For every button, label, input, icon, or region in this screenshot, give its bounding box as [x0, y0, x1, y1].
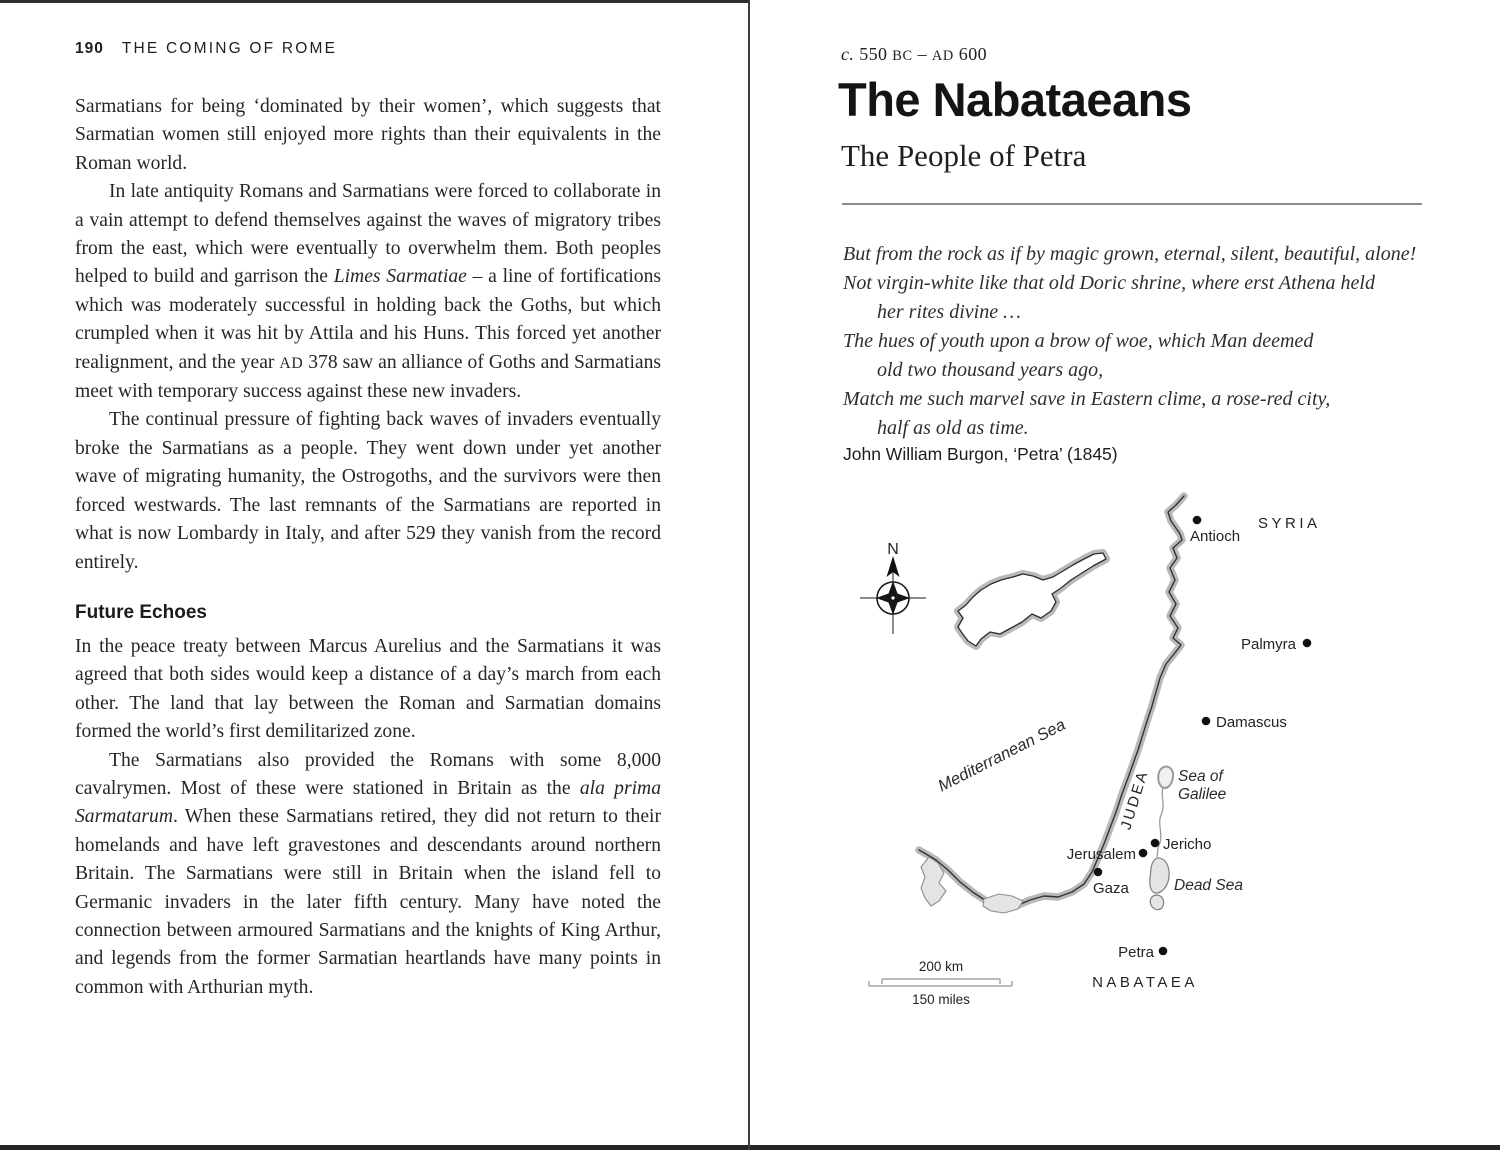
poem-line: The hues of youth upon a brow of woe, which Man deemed — [843, 330, 1314, 352]
gaza-label: Gaza — [1093, 880, 1129, 897]
body-paragraph — [75, 633, 661, 747]
poem-line: her rites divine … — [877, 301, 1021, 323]
running-header-title: THE COMING OF ROME — [121, 40, 338, 57]
damascus-label: Damascus — [1216, 714, 1287, 731]
running-header — [75, 40, 337, 58]
page-top-edge — [0, 0, 750, 3]
section-rule — [842, 203, 1422, 205]
chapter-kicker — [841, 44, 987, 65]
sea-of-galilee-label-line2: Galilee — [1178, 786, 1227, 803]
page-bottom-edge — [0, 1145, 1500, 1150]
text-segment: 550 — [854, 44, 893, 64]
nabataea-map — [840, 478, 1470, 1040]
antioch-dot — [1193, 516, 1202, 525]
text-segment: 600 — [953, 44, 988, 64]
body-paragraph — [75, 406, 661, 576]
scale-bar — [869, 979, 1012, 986]
mediterranean-sea-label: Mediterranean Sea — [935, 715, 1069, 796]
cyprus-island — [958, 553, 1106, 646]
left-page-body — [75, 93, 661, 1002]
sea-of-galilee-shape — [1158, 767, 1173, 788]
jericho-label: Jericho — [1163, 836, 1212, 853]
body-paragraph — [75, 93, 661, 178]
judea-label: JUDEA — [1117, 767, 1152, 832]
poem-attribution: John William Burgon, ‘Petra’ (1845) — [843, 444, 1118, 464]
text-segment: In the peace treaty between Marcus Aurelius and the Sarmatians it was agreed that both sides would keep a distance of a day’s march from each other. The land that lay between the Roman and Sarmatian domains formed the world’s first demilitarized zone. — [75, 635, 661, 743]
text-segment: The continual pressure of fighting back waves of invaders eventually broke the Sarmatians as a people. They went down under yet another wave of migrating humanity, the Ostrogoths, and the survivors were then forced westwards. The last remnants of the Sarmatians are reported in what is now Lombardy in Italy, and after 529 they vanish from the record entirely. — [75, 409, 661, 573]
delta-lagoons — [921, 857, 1023, 913]
text-segment: Sarmatians for being ‘dominated by their women’, which suggests that Sarmatian women still enjoyed more rights than their equivalents in the Roman world. — [75, 96, 661, 174]
petra-label: Petra — [1118, 944, 1154, 961]
text-segment: c. — [841, 44, 855, 64]
scale-km-label: 200 km — [918, 959, 964, 974]
text-segment: AD — [279, 354, 304, 372]
palmyra-dot — [1303, 639, 1312, 648]
section-heading: Future Echoes — [75, 601, 207, 623]
text-segment: ala prima Sarmatarum — [75, 777, 661, 828]
text-segment: 378 saw an alliance of Goths and Sarmatians meet with temporary success against these new invaders. — [75, 351, 662, 403]
poem-line: Not virgin-white like that old Doric shrine, where erst Athena held — [843, 272, 1375, 294]
chapter-title: The Nabataeans — [838, 73, 1192, 126]
text-segment: – — [912, 44, 932, 64]
poem-line: Match me such marvel save in Eastern clime, a rose-red city, — [843, 388, 1331, 410]
palmyra-label: Palmyra — [1240, 636, 1296, 653]
petra-dot — [1159, 947, 1168, 956]
page-number: 190 — [75, 40, 104, 57]
syria-label: SYRIA — [1258, 515, 1321, 532]
scale-miles-label: 150 miles — [912, 992, 970, 1007]
compass-north-label: N — [887, 541, 899, 558]
poem-line: old two thousand years ago, — [877, 359, 1104, 381]
text-segment: The Sarmatians also provided the Romans with some 8,000 cavalrymen. Most of these were stationed in Britain as the — [75, 749, 661, 799]
body-paragraph — [75, 178, 661, 406]
dead-sea-label: Dead Sea — [1174, 877, 1243, 894]
chapter-subtitle: The People of Petra — [841, 138, 1087, 173]
text-segment: . When these Sarmatians retired, they did not return to their homelands and have left gravestones and descendants around northern Britain. The Sarmatians were still in Britain when the island fell to Germanic invaders in the later fifth century. Many have noted the connection between armoured Sarmatians and the knights of King Arthur, and legends from the former Sarmatian heartlands have many points in common with Arthurian myth. — [75, 806, 661, 998]
text-segment: In late antiquity Romans and Sarmatians were forced to collaborate in a vain attempt to defend themselves against the waves of migratory tribes from the east, which were eventually to overwhelm them. Both peoples helped to build and garrison the — [75, 181, 661, 288]
jerusalem-dot — [1139, 849, 1148, 858]
levant-coastline — [919, 496, 1184, 908]
jerusalem-label: Jerusalem — [1066, 846, 1136, 863]
antioch-label: Antioch — [1190, 528, 1241, 545]
poem-line: But from the rock as if by magic grown, eternal, silent, beautiful, alone! — [843, 243, 1417, 265]
gaza-dot — [1094, 868, 1103, 877]
dead-sea-shape — [1150, 858, 1169, 910]
jericho-dot — [1151, 839, 1160, 848]
sea-of-galilee-label-line1: Sea of — [1178, 768, 1223, 785]
text-segment: BC — [892, 48, 913, 64]
text-segment: Limes Sarmatiae — [333, 266, 467, 288]
nabataea-label: NABATAEA — [1092, 974, 1198, 991]
book-gutter — [748, 0, 750, 1150]
body-paragraph — [75, 747, 661, 1003]
compass-rose-icon — [860, 541, 926, 634]
poem-line: half as old as time. — [877, 417, 1029, 439]
poem — [843, 240, 1433, 443]
text-segment: – a line of fortifications which was moderately successful in holding back the Goths, but which crumpled when it was hit by Attila and his Huns. This forced yet another realignment, and the year — [75, 266, 661, 373]
damascus-dot — [1202, 717, 1211, 726]
text-segment: AD — [931, 48, 954, 64]
